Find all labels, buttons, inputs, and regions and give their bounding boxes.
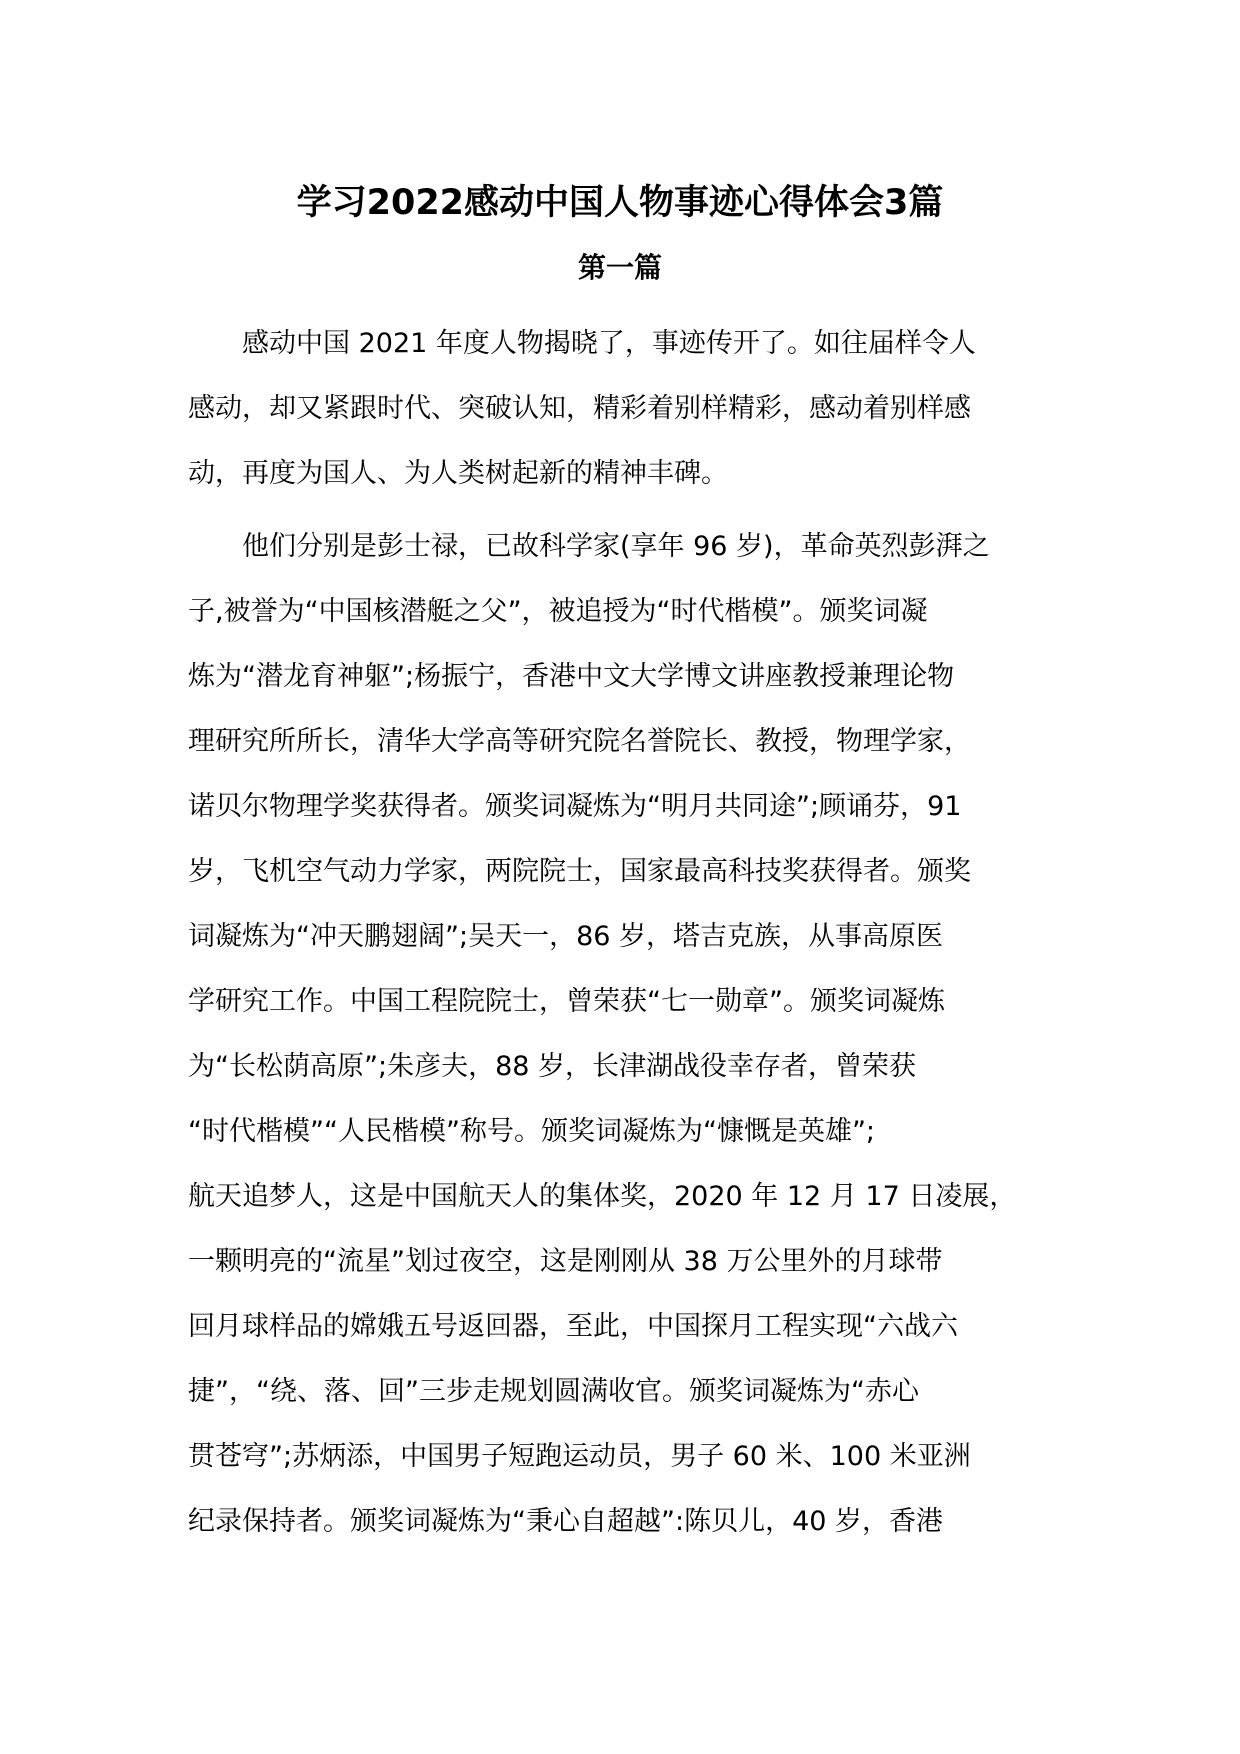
text-line: 岁，飞机空气动力学家，两院院士，国家最高科技奖获得者。颁奖 xyxy=(188,856,971,887)
text-line: 为“长松荫高原”;朱彦夫，88 岁，长津湖战役幸存者，曾荣获 xyxy=(188,1051,917,1082)
text-line: 捷”，“绕、落、回”三步走规划圆满收官。颁奖词凝炼为“赤心 xyxy=(188,1376,919,1407)
paragraph-1 xyxy=(188,311,1068,506)
text-line: 感动，却又紧跟时代、突破认知，精彩着别样精彩，感动着别样感 xyxy=(188,393,971,424)
text-line: 一颗明亮的“流星”划过夜空，这是刚刚从 38 万公里外的月球带 xyxy=(188,1246,943,1277)
text-line: “时代楷模”“人民楷模”称号。颁奖词凝炼为“慷慨是英雄”; xyxy=(188,1116,876,1147)
text-line: 他们分别是彭士禄，已故科学家(享年 96 岁)，革命英烈彭湃之 xyxy=(188,531,990,562)
paragraph-gap xyxy=(188,506,1068,514)
section-title: 第一篇 xyxy=(577,251,662,284)
text-line: 诺贝尔物理学奖获得者。颁奖词凝炼为“明月共同途”;顾诵芬，91 xyxy=(188,791,962,822)
document-title: 学习2022感动中国人物事迹心得体会3篇 xyxy=(296,183,944,223)
text-line: 词凝炼为“冲天鹏翅阔”;吴天一，86 岁，塔吉克族，从事高原医 xyxy=(188,921,944,952)
text-line: 理研究所所长，清华大学高等研究院名誉院长、教授，物理学家， xyxy=(188,726,971,757)
document-body xyxy=(188,311,1068,1554)
text-line: 学研究工作。中国工程院院士，曾荣获“七一勋章”。颁奖词凝炼 xyxy=(188,986,945,1017)
text-line: 纪录保持者。颁奖词凝炼为“秉心自超越”:陈贝儿，40 岁，香港 xyxy=(188,1506,944,1537)
text-line: 回月球样品的嫦娥五号返回器，至此，中国探月工程实现“六战六 xyxy=(188,1311,958,1342)
paragraph-2 xyxy=(188,514,1068,1554)
text-line: 感动中国 2021 年度人物揭晓了，事迹传开了。如往届样令人 xyxy=(188,328,976,359)
text-line: 动，再度为国人、为人类树起新的精神丰碑。 xyxy=(188,458,728,489)
text-line: 航天追梦人，这是中国航天人的集体奖，2020 年 12 月 17 日凌展， xyxy=(188,1181,1017,1212)
text-line: 炼为“潜龙育神躯”;杨振宁，香港中文大学博文讲座教授兼理论物 xyxy=(188,661,955,692)
text-line: 贯苍穹”;苏炳添，中国男子短跑运动员，男子 60 米、100 米亚洲 xyxy=(188,1441,971,1472)
text-line: 子,被誉为“中国核潜艇之父”，被追授为“时代楷模”。颁奖词凝 xyxy=(188,596,928,627)
